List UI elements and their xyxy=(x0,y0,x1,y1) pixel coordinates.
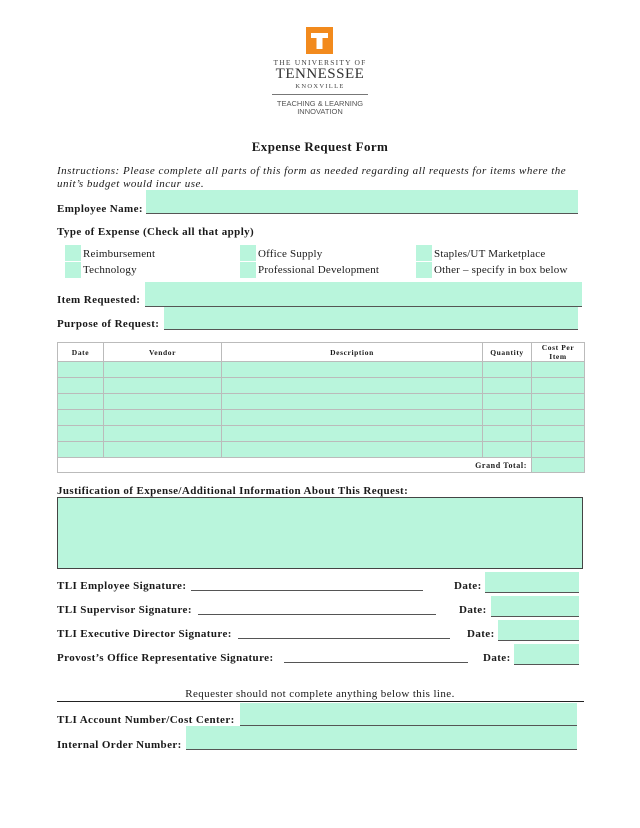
checkbox-staples-ut-marketplace[interactable] xyxy=(416,245,432,261)
checkbox-professional-development[interactable] xyxy=(240,262,256,278)
employee-signature-label: TLI Employee Signature: xyxy=(57,580,187,592)
date-cell[interactable] xyxy=(58,378,104,394)
justification-field[interactable] xyxy=(57,497,583,569)
provost-date-label: Date: xyxy=(483,652,511,664)
grand-total-label: Grand Total: xyxy=(58,458,532,473)
description-cell[interactable] xyxy=(222,394,483,410)
option-other: Other – specify in box below xyxy=(434,264,568,276)
employee-signature-field[interactable] xyxy=(191,578,423,591)
description-cell[interactable] xyxy=(222,410,483,426)
account-number-label: TLI Account Number/Cost Center: xyxy=(57,714,235,726)
checkbox-office-supply[interactable] xyxy=(240,245,256,261)
justification-label: Justification of Expense/Additional Information About This Request: xyxy=(57,485,409,497)
executive-director-date-label: Date: xyxy=(467,628,495,640)
logo-divider xyxy=(272,94,368,95)
grand-total-cell[interactable] xyxy=(532,458,585,473)
instructions: Instructions: Please complete all parts of this form as needed regarding all requests for items where the unit’s budget would incur use. xyxy=(57,165,567,190)
employee-name-field[interactable] xyxy=(146,190,578,214)
checkbox-reimbursement[interactable] xyxy=(65,245,81,261)
vendor-cell[interactable] xyxy=(104,362,222,378)
description-cell[interactable] xyxy=(222,426,483,442)
description-cell[interactable] xyxy=(222,442,483,458)
option-reimbursement: Reimbursement xyxy=(83,248,156,260)
vendor-cell[interactable] xyxy=(104,394,222,410)
divider-note: Requester should not complete anything below this line. xyxy=(185,688,455,700)
cost-per-item-cell[interactable] xyxy=(532,394,585,410)
cost-per-item-cell[interactable] xyxy=(532,378,585,394)
date-cell[interactable] xyxy=(58,426,104,442)
option-office-supply: Office Supply xyxy=(258,248,323,260)
cost-per-item-cell[interactable] xyxy=(532,426,585,442)
provost-date-field[interactable] xyxy=(514,644,579,665)
date-cell[interactable] xyxy=(58,362,104,378)
executive-director-date-field[interactable] xyxy=(498,620,579,641)
supervisor-signature-label: TLI Supervisor Signature: xyxy=(57,604,192,616)
employee-name-label: Employee Name: xyxy=(57,203,143,215)
quantity-cell[interactable] xyxy=(483,378,532,394)
item-requested-label: Item Requested: xyxy=(57,294,141,306)
cost-per-item-cell[interactable] xyxy=(532,410,585,426)
header-quantity: Quantity xyxy=(483,343,532,362)
form-title: Expense Request Form xyxy=(251,139,389,154)
header-cost-per-item: Cost Per Item xyxy=(532,343,585,362)
logo-line-university-of: THE UNIVERSITY OF xyxy=(273,58,367,67)
vendor-cell[interactable] xyxy=(104,378,222,394)
table-row xyxy=(58,442,585,458)
quantity-cell[interactable] xyxy=(483,410,532,426)
table-row xyxy=(58,362,585,378)
date-cell[interactable] xyxy=(58,410,104,426)
item-requested-field[interactable] xyxy=(145,282,582,307)
option-technology: Technology xyxy=(83,264,137,276)
vendor-cell[interactable] xyxy=(104,410,222,426)
table-row xyxy=(58,378,585,394)
logo-line-tennessee: TENNESSEE xyxy=(275,66,365,82)
header-vendor: Vendor xyxy=(104,343,222,362)
cost-per-item-cell[interactable] xyxy=(532,442,585,458)
executive-director-signature-field[interactable] xyxy=(238,626,450,639)
vendor-cell[interactable] xyxy=(104,442,222,458)
table-row xyxy=(58,426,585,442)
provost-signature-field[interactable] xyxy=(284,650,468,663)
description-cell[interactable] xyxy=(222,378,483,394)
checkbox-other[interactable] xyxy=(416,262,432,278)
provost-signature-label: Provost’s Office Representative Signature: xyxy=(57,652,274,664)
employee-signature-date-label: Date: xyxy=(454,580,482,592)
type-of-expense-heading: Type of Expense (Check all that apply) xyxy=(57,226,255,238)
date-cell[interactable] xyxy=(58,394,104,410)
quantity-cell[interactable] xyxy=(483,362,532,378)
grand-total-row xyxy=(58,458,585,473)
logo-line-teaching: TEACHING & LEARNING xyxy=(276,99,364,108)
account-number-field[interactable] xyxy=(240,703,577,726)
executive-director-signature-label: TLI Executive Director Signature: xyxy=(57,628,232,640)
option-professional-development: Professional Development xyxy=(258,264,380,276)
description-cell[interactable] xyxy=(222,362,483,378)
option-staples-ut-marketplace: Staples/UT Marketplace xyxy=(434,248,546,260)
logo-line-innovation: INNOVATION xyxy=(297,107,343,116)
table-row xyxy=(58,394,585,410)
supervisor-signature-date-label: Date: xyxy=(459,604,487,616)
checkbox-technology[interactable] xyxy=(65,262,81,278)
quantity-cell[interactable] xyxy=(483,394,532,410)
ut-power-t-logo xyxy=(306,27,333,54)
header-description: Description xyxy=(222,343,483,362)
supervisor-signature-field[interactable] xyxy=(198,602,436,615)
vendor-cell[interactable] xyxy=(104,426,222,442)
internal-order-label: Internal Order Number: xyxy=(57,739,182,751)
expense-table xyxy=(57,342,585,473)
table-row xyxy=(58,410,585,426)
quantity-cell[interactable] xyxy=(483,442,532,458)
internal-order-field[interactable] xyxy=(186,726,577,750)
purpose-label: Purpose of Request: xyxy=(57,318,160,330)
employee-signature-date-field[interactable] xyxy=(485,572,579,593)
cost-per-item-cell[interactable] xyxy=(532,362,585,378)
divider-line xyxy=(57,701,584,702)
header-date: Date xyxy=(58,343,104,362)
date-cell[interactable] xyxy=(58,442,104,458)
quantity-cell[interactable] xyxy=(483,426,532,442)
logo-line-knoxville: KNOXVILLE xyxy=(295,83,345,90)
supervisor-signature-date-field[interactable] xyxy=(491,596,579,617)
table-header-row xyxy=(58,343,585,362)
purpose-field[interactable] xyxy=(164,307,578,330)
